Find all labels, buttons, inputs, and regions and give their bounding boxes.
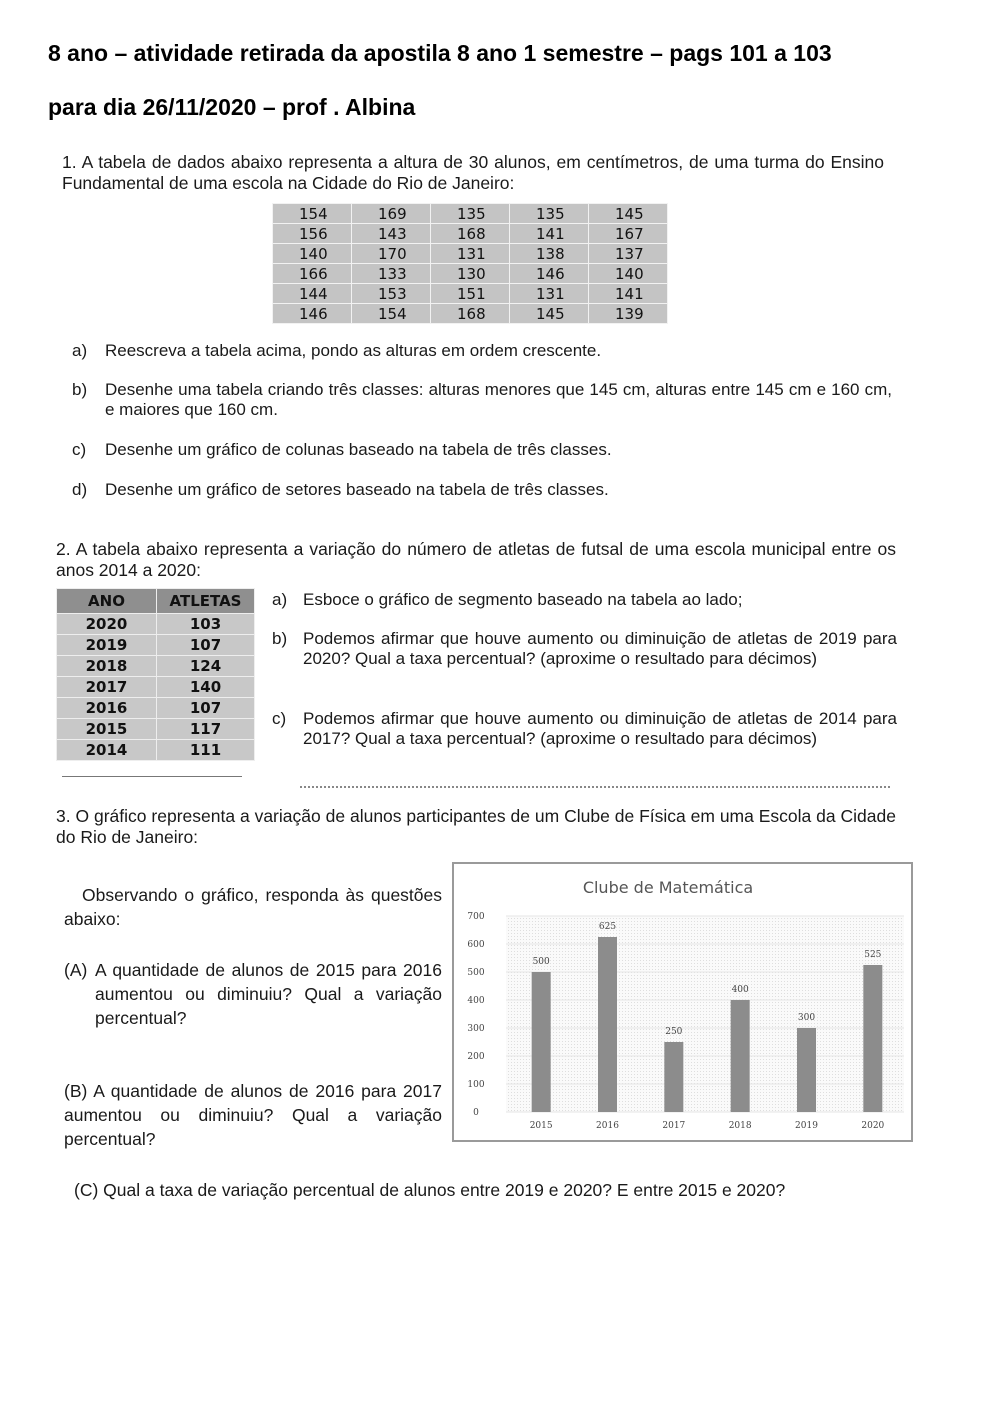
heights-cell: 156 [273, 224, 352, 244]
heights-cell: 145 [510, 304, 589, 324]
heights-cell: 137 [589, 244, 668, 264]
y-tick-label: 400 [467, 996, 485, 1006]
athletes-count-cell: 107 [157, 635, 255, 656]
q1-item-b [72, 380, 892, 420]
athletes-year-cell: 2017 [57, 677, 157, 698]
q1-intro: 1. A tabela de dados abaixo representa a altura de 30 alunos, em centímetros, de uma turma do Ensino Fundamental de uma escola na Cidade do Rio de Janeiro: [62, 152, 884, 193]
bar-chart [454, 864, 911, 1140]
data-label: 525 [864, 950, 882, 960]
data-label: 500 [532, 957, 550, 967]
heights-row [273, 224, 668, 244]
heights-cell: 154 [352, 304, 431, 324]
page-title: 8 ano – atividade retirada da apostila 8 ano 1 semestre – pags 101 a 103 [48, 40, 832, 66]
bar [664, 1042, 683, 1112]
heights-row [273, 304, 668, 324]
q1-item-a-text: Reescreva a tabela acima, pondo as alturas em ordem crescente. [105, 341, 602, 360]
q3-item-a-text: A quantidade de alunos de 2015 para 2016 aumentou ou diminuiu? Qual a variação percentual? [95, 960, 442, 1028]
q2-item-b [272, 629, 897, 669]
athletes-count-cell: 124 [157, 656, 255, 677]
athletes-count-cell: 140 [157, 677, 255, 698]
heights-cell: 135 [510, 204, 589, 224]
data-label: 625 [598, 922, 617, 932]
heights-cell: 168 [431, 304, 510, 324]
q3-intro: 3. O gráfico representa a variação de alunos participantes de um Clube de Física em uma Escola da Cidade do Rio de Janeiro: [56, 806, 896, 847]
q1-item-b-label: b) [72, 380, 88, 399]
q3-item-b [64, 1079, 442, 1151]
heights-cell: 146 [510, 264, 589, 284]
q1-item-c-label: c) [72, 440, 87, 459]
q3-item-a [64, 958, 442, 1030]
heights-cell: 146 [273, 304, 352, 324]
athletes-year-cell: 2019 [57, 635, 157, 656]
q1-item-d-label: d) [72, 480, 88, 499]
bar [863, 965, 882, 1112]
athletes-count-cell: 107 [157, 698, 255, 719]
athletes-row [57, 635, 255, 656]
heights-cell: 168 [431, 224, 510, 244]
athletes-row [57, 719, 255, 740]
x-tick-label: 2017 [662, 1121, 686, 1131]
q1-item-d-text: Desenhe um gráfico de setores baseado na tabela de três classes. [105, 480, 609, 499]
y-tick-label: 0 [473, 1108, 479, 1118]
bar [731, 1000, 750, 1112]
q2-item-b-label: b) [272, 629, 288, 648]
q2-item-c-label: c) [272, 709, 287, 728]
athletes-header-count: ATLETAS [157, 589, 255, 614]
q1-item-a [72, 341, 894, 361]
heights-cell: 154 [273, 204, 352, 224]
athletes-year-cell: 2018 [57, 656, 157, 677]
heights-row [273, 244, 668, 264]
heights-cell: 139 [589, 304, 668, 324]
heights-cell: 140 [273, 244, 352, 264]
q3-item-c-text: Qual a taxa de variação percentual de alunos entre 2019 e 2020? E entre 2015 e 2020? [103, 1180, 786, 1200]
heights-cell: 170 [352, 244, 431, 264]
heights-row [273, 284, 668, 304]
y-tick-label: 100 [467, 1080, 485, 1090]
q2-intro: 2. A tabela abaixo representa a variação do número de atletas de futsal de uma escola municipal entre os anos 2014 a 2020: [56, 539, 896, 580]
heights-cell: 141 [510, 224, 589, 244]
q3-item-c [56, 1179, 894, 1201]
athletes-header-year: ANO [57, 589, 157, 614]
athletes-row [57, 740, 255, 761]
q1-item-c [72, 440, 892, 460]
athletes-row [57, 677, 255, 698]
athletes-year-cell: 2014 [57, 740, 157, 761]
q1-item-d [72, 480, 892, 500]
y-tick-label: 300 [467, 1024, 485, 1034]
athletes-count-cell: 103 [157, 614, 255, 635]
heights-cell: 135 [431, 204, 510, 224]
athletes-row [57, 698, 255, 719]
athletes-year-cell: 2015 [57, 719, 157, 740]
heights-table [272, 203, 668, 324]
x-tick-label: 2015 [529, 1121, 553, 1131]
bar [532, 972, 551, 1112]
section-divider-right [300, 786, 890, 788]
x-tick-label: 2019 [795, 1121, 818, 1131]
chart-frame [452, 862, 913, 1142]
heights-row [273, 264, 668, 284]
heights-cell: 169 [352, 204, 431, 224]
q2-item-a-label: a) [272, 590, 288, 609]
bar [797, 1028, 816, 1112]
q2-item-a [272, 590, 897, 610]
heights-cell: 131 [431, 244, 510, 264]
y-tick-label: 700 [467, 912, 485, 922]
x-tick-label: 2020 [861, 1121, 885, 1131]
chart-title: Clube de Matemática [582, 878, 754, 897]
data-label: 300 [797, 1013, 816, 1023]
heights-cell: 141 [589, 284, 668, 304]
bar [598, 937, 617, 1112]
q2-item-c [272, 709, 897, 749]
section-divider-left [62, 776, 242, 777]
q2-item-a-text: Esboce o gráfico de segmento baseado na tabela ao lado; [303, 590, 743, 609]
heights-cell: 131 [510, 284, 589, 304]
heights-cell: 145 [589, 204, 668, 224]
x-tick-label: 2018 [728, 1121, 752, 1131]
data-label: 400 [731, 985, 749, 995]
q3-observe: Observando o gráfico, responda às questões abaixo: [64, 885, 442, 929]
y-tick-label: 200 [467, 1052, 485, 1062]
athletes-row [57, 614, 255, 635]
heights-cell: 130 [431, 264, 510, 284]
x-tick-label: 2016 [596, 1121, 619, 1131]
heights-row [273, 204, 668, 224]
athletes-row [57, 656, 255, 677]
q3-item-c-label: (C) [74, 1180, 99, 1200]
heights-cell: 153 [352, 284, 431, 304]
q3-item-b-label: (B) [64, 1081, 88, 1101]
y-tick-label: 600 [467, 940, 485, 950]
heights-cell: 133 [352, 264, 431, 284]
athletes-count-cell: 111 [157, 740, 255, 761]
q1-item-b-text: Desenhe uma tabela criando três classes: alturas menores que 145 cm, alturas entre 145 cm e 160 cm, e maiores que 160 cm. [105, 380, 892, 419]
q3-item-a-label: (A) [64, 960, 88, 980]
heights-cell: 138 [510, 244, 589, 264]
athletes-count-cell: 117 [157, 719, 255, 740]
data-label: 250 [665, 1027, 683, 1037]
heights-cell: 144 [273, 284, 352, 304]
y-tick-label: 500 [467, 968, 485, 978]
q2-item-b-text: Podemos afirmar que houve aumento ou diminuição de atletas de 2019 para 2020? Qual a taxa percentual? (aproxime o resultado para décimos) [303, 629, 897, 668]
q1-item-a-label: a) [72, 341, 88, 360]
heights-cell: 151 [431, 284, 510, 304]
q2-item-c-text: Podemos afirmar que houve aumento ou diminuição de atletas de 2014 para 2017? Qual a taxa percentual? (aproxime o resultado para décimos) [303, 709, 897, 748]
athletes-year-cell: 2016 [57, 698, 157, 719]
heights-cell: 166 [273, 264, 352, 284]
heights-cell: 167 [589, 224, 668, 244]
heights-cell: 140 [589, 264, 668, 284]
page-subtitle: para dia 26/11/2020 – prof . Albina [48, 94, 416, 120]
q3-item-b-text: A quantidade de alunos de 2016 para 2017 aumentou ou diminuiu? Qual a variação percentual? [64, 1081, 442, 1149]
athletes-year-cell: 2020 [57, 614, 157, 635]
athletes-table [56, 588, 255, 761]
heights-cell: 143 [352, 224, 431, 244]
q1-item-c-text: Desenhe um gráfico de colunas baseado na tabela de três classes. [105, 440, 612, 459]
plot-area [506, 916, 904, 1112]
